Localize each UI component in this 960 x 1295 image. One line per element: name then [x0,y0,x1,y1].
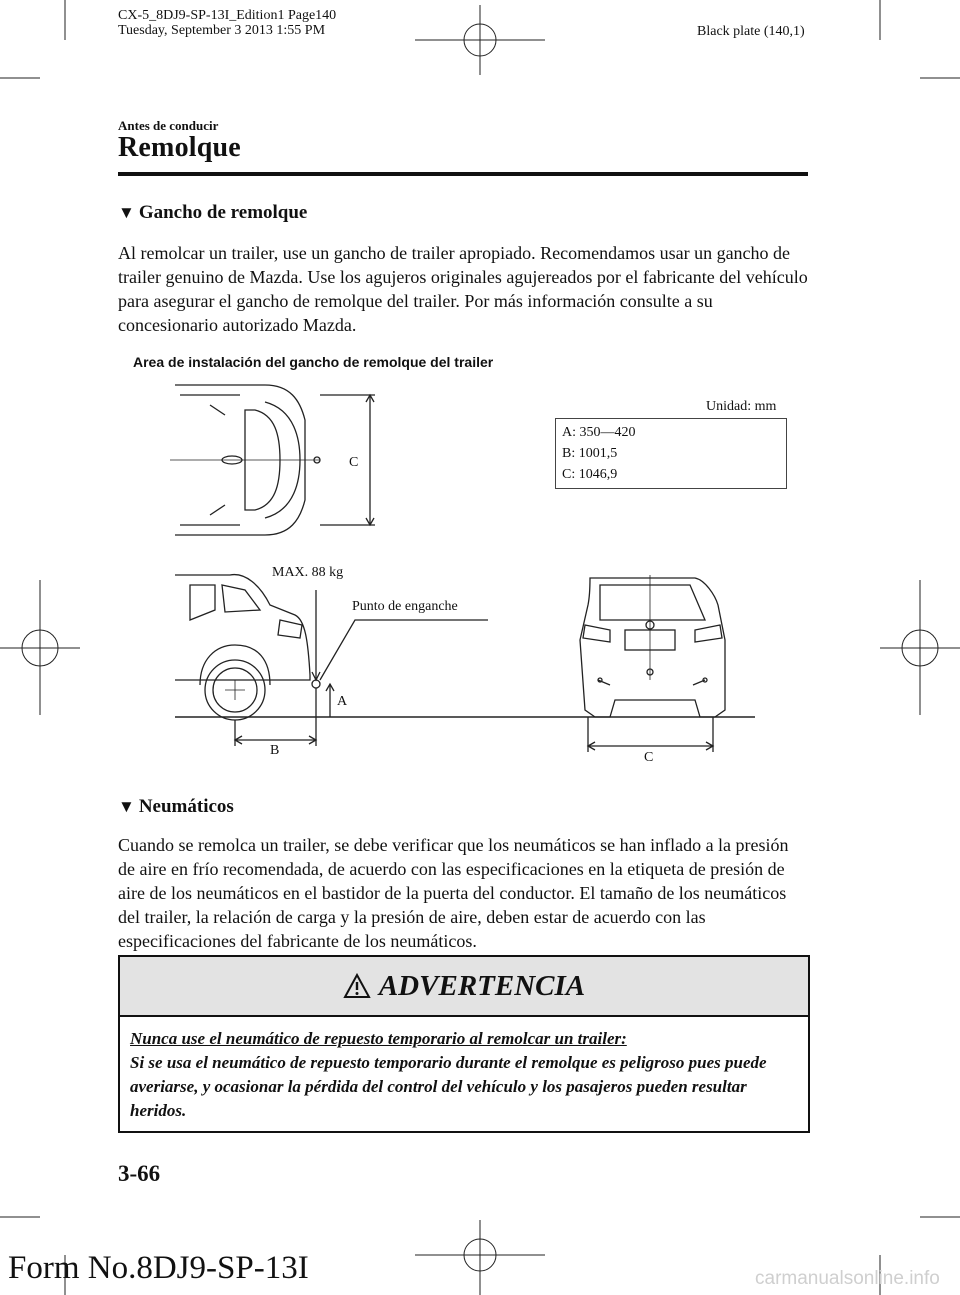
spec-b: B: 1001,5 [562,446,618,461]
warning-text: Si se usa el neumático de repuesto temporario durante el remolque es peligroso pues puede averiarse, y ocasionar la pérdida del control del vehículo y los pasajeros pueden resultar heridos. [130,1053,767,1120]
date-info: Tuesday, September 3 2013 1:55 PM [118,23,326,38]
label-c-top: C [349,455,359,470]
warning-title: ADVERTENCIA [378,969,586,1002]
title-rule [118,172,808,176]
max-load-label: MAX. 88 kg [272,565,344,580]
car-side-view [175,575,310,720]
spec-c: C: 1046,9 [562,467,618,482]
heading-gancho-text: Gancho de remolque [138,202,308,223]
label-c-bottom: C [644,750,654,765]
plate-info: Black plate (140,1) [697,24,805,39]
spec-a: A: 350—420 [562,425,636,440]
spec-box [555,418,787,489]
warning-lead: Nunca use el neumático de repuesto temporario al remolcar un trailer: [130,1029,627,1048]
page-title: Remolque [118,132,241,163]
label-b: B [270,743,280,758]
triangle-down-icon: ▼ [118,203,135,222]
warning-header [120,957,808,1017]
section-label: Antes de conducir [118,118,219,133]
hitch-point-label: Punto de enganche [352,599,458,614]
heading-neumaticos [118,796,234,818]
triangle-down-icon: ▼ [118,797,135,816]
car-rear-view [580,575,725,717]
page-number: 3-66 [118,1161,161,1186]
paragraph-neumaticos: Cuando se remolca un trailer, se debe verificar que los neumáticos se han inflado a la presión de aire en frío recomendada, de acuerdo con las especificaciones en la etiqueta de presión de aire de los neumáticos en el bastidor de la puerta del conductor. El tamaño de los neumáticos del trailer, la relación de carga y la presión de aire, deben estar de acuerdo con las especificaciones del fabricante de los neumáticos. [118,835,789,951]
heading-gancho [118,202,307,224]
file-info: CX-5_8DJ9-SP-13I_Edition1 Page140 [118,8,337,23]
warning-triangle-icon [343,973,371,999]
unit-label: Unidad: mm [706,399,777,414]
form-number: Form No.8DJ9-SP-13I [8,1250,309,1286]
paragraph-gancho: Al remolcar un trailer, use un gancho de trailer apropiado. Recomendamos usar un gancho de trailer genuino de Mazda. Use los agujeros originales agujereados por el fabricante del vehículo para asegurar el gancho de remolque del trailer. Por más información consulte a su concesionario autorizado Mazda. [118,243,808,335]
figure-title: Area de instalación del gancho de remolque del trailer [133,354,494,370]
label-a: A [337,694,348,709]
watermark: carmanualsonline.info [755,1268,940,1289]
warning-box [118,955,810,1133]
warning-body [120,1017,808,1131]
car-top-view [170,385,320,535]
heading-neumaticos-text: Neumáticos [138,796,234,817]
